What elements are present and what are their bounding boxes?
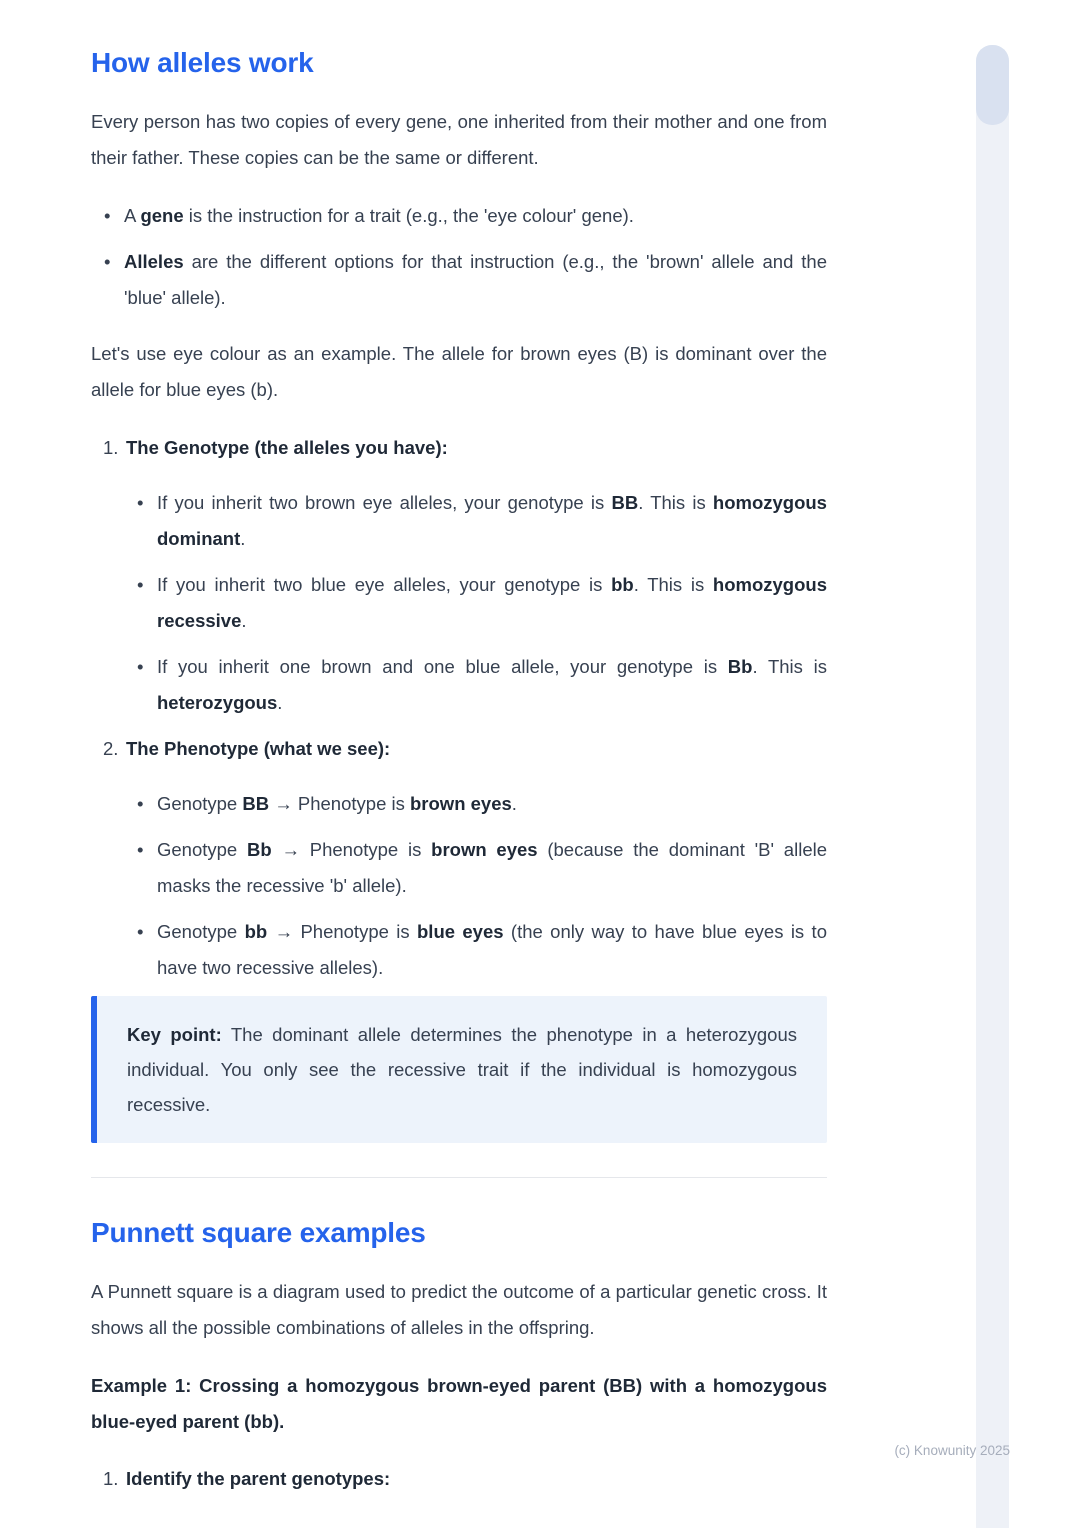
list-item-phenotype-heterozygous: • Genotype Bb → Phenotype is brown eyes (because the dominant 'B' allele masks the recessive 'b' allele). <box>91 832 827 904</box>
copyright-note: (c) Knowunity 2025 <box>894 1443 1010 1458</box>
list-item-alleles-definition: • Alleles are the different options for that instruction (e.g., the 'brown' allele and the 'blue' allele). <box>91 244 827 316</box>
sub-bullet-list-genotype <box>91 485 827 721</box>
list-item-homozygous-recessive: • If you inherit two blue eye alleles, your genotype is bb. This is homozygous recessive. <box>91 567 827 639</box>
scrollbar-thumb[interactable] <box>976 45 1009 125</box>
paragraph-alleles-intro: Every person has two copies of every gene, one inherited from their mother and one from their father. These copies can be the same or different. <box>91 111 827 168</box>
bullet-list-definitions <box>91 198 827 316</box>
scrollbar-track[interactable] <box>976 45 1009 1528</box>
numbered-item-heading: The Phenotype (what we see): <box>126 738 391 759</box>
numbered-item-identify-genotypes <box>91 1461 827 1497</box>
numbered-item-marker: 1. <box>103 1468 119 1489</box>
list-item-homozygous-dominant: • If you inherit two brown eye alleles, your genotype is BB. This is homozygous dominant. <box>91 485 827 557</box>
paragraph-eye-colour-example: Let's use eye colour as an example. The allele for brown eyes (B) is dominant over the allele for blue eyes (b). <box>91 343 827 400</box>
numbered-item-phenotype <box>91 731 827 767</box>
numbered-item-marker: 2. <box>103 738 119 759</box>
section-divider <box>91 1177 827 1178</box>
numbered-item-heading: The Genotype (the alleles you have): <box>126 437 448 458</box>
sub-bullet-list-phenotype <box>91 786 827 986</box>
numbered-item-genotype <box>91 430 827 466</box>
list-item-heterozygous: • If you inherit one brown and one blue allele, your genotype is Bb. This is heterozygous. <box>91 649 827 721</box>
list-item-phenotype-bb-dominant: • Genotype BB → Phenotype is brown eyes. <box>91 786 827 822</box>
paragraph-example-1-heading: Example 1: Crossing a homozygous brown-eyed parent (BB) with a homozygous blue-eyed parent (bb). <box>91 1375 827 1432</box>
list-item-phenotype-recessive: • Genotype bb → Phenotype is blue eyes (the only way to have blue eyes is to have two recessive alleles). <box>91 914 827 986</box>
section-title-how-alleles-work: How alleles work <box>91 47 314 78</box>
list-item-gene-definition: • A gene is the instruction for a trait (e.g., the 'eye colour' gene). <box>91 198 827 234</box>
section-title-punnett-square-examples: Punnett square examples <box>91 1217 426 1248</box>
numbered-item-marker: 1. <box>103 437 119 458</box>
callout-key-point <box>91 996 827 1143</box>
document-content <box>91 46 827 1516</box>
callout-key-point-text: Key point: The dominant allele determines the phenotype in a heterozygous individual. You only see the recessive trait if the individual is homozygous recessive. <box>127 1024 797 1115</box>
paragraph-punnett-intro: A Punnett square is a diagram used to predict the outcome of a particular genetic cross. It shows all the possible combinations of alleles in the offspring. <box>91 1281 827 1338</box>
numbered-item-heading: Identify the parent genotypes: <box>126 1468 391 1489</box>
